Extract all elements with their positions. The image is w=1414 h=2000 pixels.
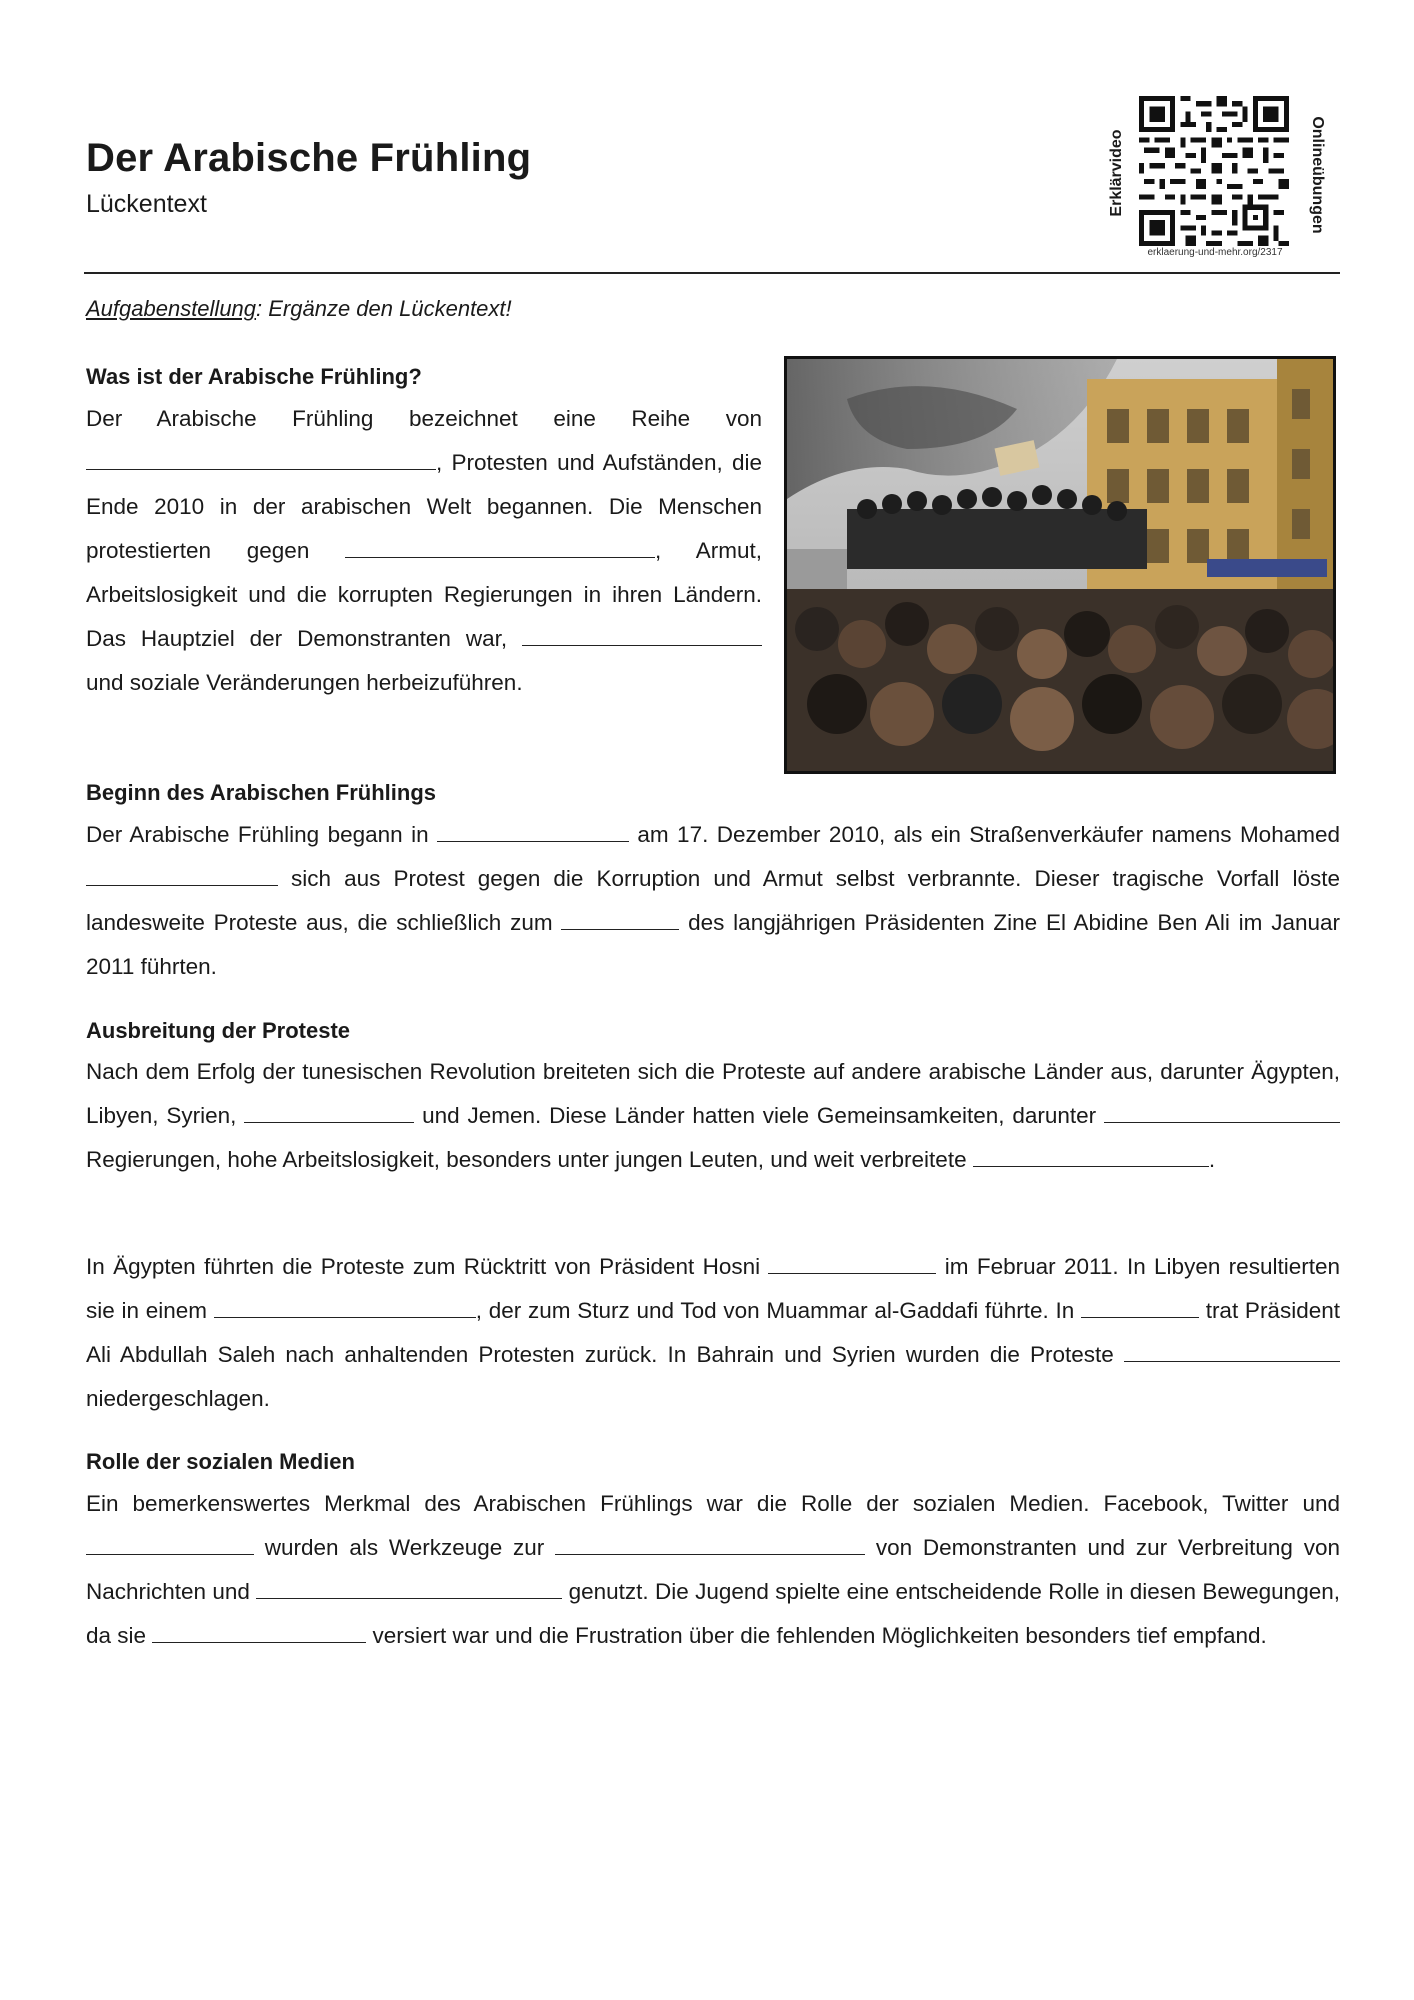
paragraph-begin: Der Arabische Frühling begann in am 17. Dezember 2010, als ein Straßenverkäufer namens Mohamed sich aus Protest gegen die Korruption und Armut selbst verbrannte. Dieser tragische Vorfall löste landesweite Proteste aus, die schließlich zum des langjährigen Präsidenten Zine El Abidine Ben Ali im Januar 2011 führten.	[86, 822, 1340, 979]
gap-7[interactable]	[244, 1102, 414, 1123]
gap-1[interactable]	[86, 449, 436, 470]
gap-3[interactable]	[522, 625, 762, 646]
gap-15[interactable]	[555, 1534, 865, 1555]
header-divider	[84, 272, 1340, 274]
task-label: Aufgabenstellung	[86, 296, 257, 321]
section-heading-begin: Beginn des Arabischen Frühlings	[86, 780, 437, 805]
task-instruction	[86, 296, 512, 322]
gap-2[interactable]	[345, 537, 655, 558]
gap-10[interactable]	[768, 1253, 936, 1274]
protest-crowd-photo	[784, 356, 1336, 774]
gap-16[interactable]	[256, 1578, 562, 1599]
paragraph-media: Ein bemerkenswertes Merkmal des Arabischen Frühlings war die Rolle der sozialen Medien. Facebook, Twitter und wurden als Werkzeuge zur von Demonstranten und zur Verbreitung von Nachrichten und genutzt. Die Jugend spielte eine entscheidende Rolle in diesen Bewegungen, da sie versiert war und die Frustration über die fehlenden Möglichkeiten besonders tief empfand.	[86, 1491, 1340, 1648]
gap-5[interactable]	[86, 865, 278, 886]
page-subtitle: Lückentext	[86, 190, 207, 218]
qr-url[interactable]: erklaerung-und-mehr.org/2317	[1147, 247, 1283, 258]
section-heading-media: Rolle der sozialen Medien	[86, 1449, 355, 1474]
gap-8[interactable]	[1104, 1102, 1340, 1123]
paragraph-what: Der Arabische Frühling bezeichnet eine Reihe von , Protesten und Aufständen, die Ende 2010 in der arabischen Welt begannen. Die Menschen protestierten gegen , Armut, Arbeitslosigkeit und die korrupten Regierungen in ihren Ländern. Das Hauptziel der Demonstranten war, und soziale Veränderungen herbeizuführen.	[86, 406, 762, 695]
gap-17[interactable]	[152, 1622, 366, 1643]
section-heading-what: Was ist der Arabische Frühling?	[86, 364, 422, 389]
qr-right-label: Onlineübungen	[1309, 116, 1326, 234]
page-title: Der Arabische Frühling	[86, 136, 532, 180]
gap-4[interactable]	[437, 821, 629, 842]
section-heading-spread: Ausbreitung der Proteste	[86, 1018, 351, 1043]
gap-6[interactable]	[561, 909, 679, 930]
gap-14[interactable]	[86, 1534, 254, 1555]
paragraph-spread: Nach dem Erfolg der tunesischen Revolution breiteten sich die Proteste auf andere arabische Länder aus, darunter Ägypten, Libyen, Syrien, und Jemen. Diese Länder hatten viele Gemeinsamkeiten, darunter Regierungen, hohe Arbeitslosigkeit, besonders unter jungen Leuten, und weit verbreitete .	[86, 1059, 1340, 1172]
paragraph-outcomes: In Ägypten führten die Proteste zum Rücktritt von Präsident Hosni im Februar 2011. In Libyen resultierten sie in einem , der zum Sturz und Tod von Muammar al-Gaddafi führte. In trat Präsident Ali Abdullah Saleh nach anhaltenden Protesten zurück. In Bahrain und Syrien wurden die Proteste niedergeschlagen.	[86, 1254, 1340, 1411]
gap-9[interactable]	[973, 1146, 1209, 1167]
gap-11[interactable]	[214, 1297, 476, 1318]
gap-12[interactable]	[1081, 1297, 1199, 1318]
gap-13[interactable]	[1124, 1341, 1340, 1362]
qr-code-icon[interactable]	[1139, 96, 1289, 246]
task-text: : Ergänze den Lückentext!	[256, 296, 512, 321]
qr-left-label: Erklärvideo	[1108, 129, 1125, 217]
